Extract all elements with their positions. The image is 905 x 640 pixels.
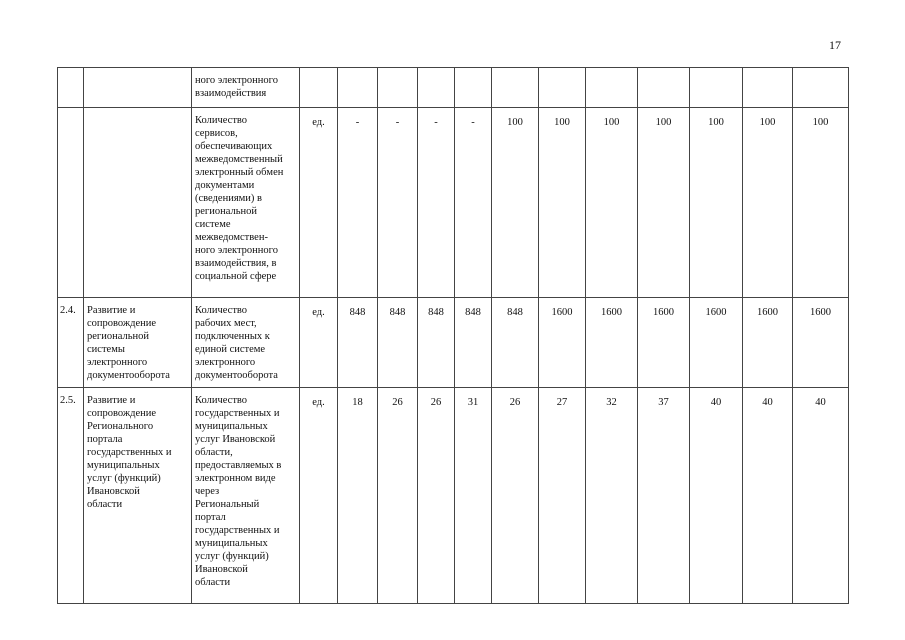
value-cell: [793, 388, 849, 604]
value-cell: [586, 108, 638, 298]
value-cell: [743, 108, 793, 298]
value-cell-text: 40: [815, 397, 826, 408]
activity-name-cell: [84, 108, 192, 298]
value-cell-text: 848: [465, 307, 481, 318]
activity-name-cell: [84, 388, 192, 604]
value-cell: [418, 298, 455, 388]
value-cell: [455, 108, 492, 298]
value-cell-text: 40: [710, 397, 722, 408]
value-cell: [455, 68, 492, 108]
value-cell: [690, 388, 743, 604]
indicator-cell-text: Количество сервисов, обеспечивающих межведомственный электронный обмен документами (сведениями) в региональной системе межведомствен- ного электронного взаимодействия, в социальной сфере: [195, 115, 284, 282]
unit-cell-text: ед.: [312, 307, 325, 318]
value-cell: [743, 68, 793, 108]
value-cell: [338, 108, 378, 298]
value-cell: [690, 68, 743, 108]
value-cell-text: -: [434, 117, 438, 128]
value-cell-text: 18: [352, 397, 363, 408]
value-cell: [586, 388, 638, 604]
value-cell-text: 848: [389, 307, 406, 318]
value-cell-text: 1600: [705, 307, 727, 318]
table-row: [58, 108, 849, 298]
value-cell-text: 848: [507, 307, 523, 318]
row-number-cell: [58, 298, 84, 388]
unit-cell: [300, 108, 338, 298]
value-cell-text: 26: [509, 397, 521, 408]
row-number-cell-text: 2.5.: [60, 395, 76, 406]
value-cell: [378, 298, 418, 388]
value-cell-text: 26: [430, 397, 442, 408]
value-cell: [492, 108, 539, 298]
value-cell: [638, 388, 690, 604]
value-cell: [743, 298, 793, 388]
table-row: [58, 388, 849, 604]
activity-name-cell-text: Развитие и сопровождение Регионального портала государственных и муниципальных услуг (функций) Ивановской области: [87, 395, 172, 510]
value-cell-text: 1600: [653, 307, 674, 318]
row-number-cell: [58, 388, 84, 604]
row-number-cell-text: 2.4.: [60, 305, 76, 316]
value-cell-text: 1600: [757, 307, 778, 318]
value-cell: [455, 298, 492, 388]
value-cell: [492, 298, 539, 388]
unit-cell: [300, 388, 338, 604]
value-cell: [338, 298, 378, 388]
value-cell-text: 27: [556, 397, 568, 408]
value-cell-text: -: [395, 117, 400, 128]
value-cell: [793, 108, 849, 298]
value-cell: [638, 108, 690, 298]
value-cell: [793, 68, 849, 108]
unit-cell-text: ед.: [312, 397, 325, 408]
value-cell: [418, 108, 455, 298]
page-number: 17: [829, 38, 841, 52]
value-cell-text: 1600: [810, 307, 831, 318]
value-cell-text: 100: [655, 117, 672, 128]
value-cell: [378, 108, 418, 298]
value-cell: [539, 298, 586, 388]
indicator-cell: [192, 298, 300, 388]
value-cell: [455, 388, 492, 604]
value-cell-text: 32: [606, 397, 617, 408]
value-cell-text: 1600: [551, 307, 573, 318]
unit-cell-text: ед.: [312, 117, 325, 128]
value-cell: [338, 388, 378, 604]
value-cell-text: 848: [428, 307, 444, 318]
activity-name-cell: [84, 68, 192, 108]
value-cell: [586, 298, 638, 388]
table-row: [58, 298, 849, 388]
value-cell-text: -: [355, 117, 360, 128]
value-cell-text: 100: [759, 117, 776, 128]
indicator-cell-text: Количество рабочих мест, подключенных к единой системе электронного документооборота: [195, 305, 278, 381]
value-cell-text: 40: [762, 397, 773, 408]
value-cell-text: 100: [812, 117, 829, 128]
value-cell: [586, 68, 638, 108]
indicator-cell: [192, 388, 300, 604]
row-number-cell: [58, 68, 84, 108]
activity-name-cell-text: Развитие и сопровождение региональной системы электронного документооборота: [87, 305, 170, 381]
value-cell-text: -: [471, 117, 475, 128]
value-cell-text: 100: [554, 117, 570, 128]
value-cell: [378, 388, 418, 604]
value-cell: [690, 298, 743, 388]
value-cell: [690, 108, 743, 298]
value-cell: [539, 108, 586, 298]
value-cell-text: 1600: [601, 307, 622, 318]
value-cell-text: 31: [467, 397, 479, 408]
indicator-cell: [192, 68, 300, 108]
value-cell-text: 100: [708, 117, 724, 128]
value-cell: [793, 298, 849, 388]
row-number-cell: [58, 108, 84, 298]
value-cell-text: 100: [507, 117, 523, 128]
value-cell: [492, 68, 539, 108]
indicator-cell-text: ного электронного взаимодействия: [195, 75, 278, 99]
indicator-cell: [192, 108, 300, 298]
value-cell-text: 100: [603, 117, 620, 128]
value-cell: [638, 68, 690, 108]
indicator-cell-text: Количество государственных и муниципальных услуг Ивановской области, предоставляемых в электронном виде через Региональный портал государственных и муниципальных услуг (функций) Ивановской области: [195, 395, 282, 588]
value-cell: [638, 298, 690, 388]
indicators-table: [57, 67, 849, 604]
value-cell: [539, 388, 586, 604]
table-row: [58, 68, 849, 108]
value-cell-text: 26: [392, 397, 403, 408]
value-cell: [539, 68, 586, 108]
value-cell: [418, 68, 455, 108]
unit-cell: [300, 298, 338, 388]
activity-name-cell: [84, 298, 192, 388]
value-cell: [418, 388, 455, 604]
value-cell: [492, 388, 539, 604]
value-cell: [743, 388, 793, 604]
value-cell: [378, 68, 418, 108]
value-cell-text: 37: [658, 397, 669, 408]
value-cell: [338, 68, 378, 108]
value-cell-text: 848: [349, 307, 366, 318]
unit-cell: [300, 68, 338, 108]
